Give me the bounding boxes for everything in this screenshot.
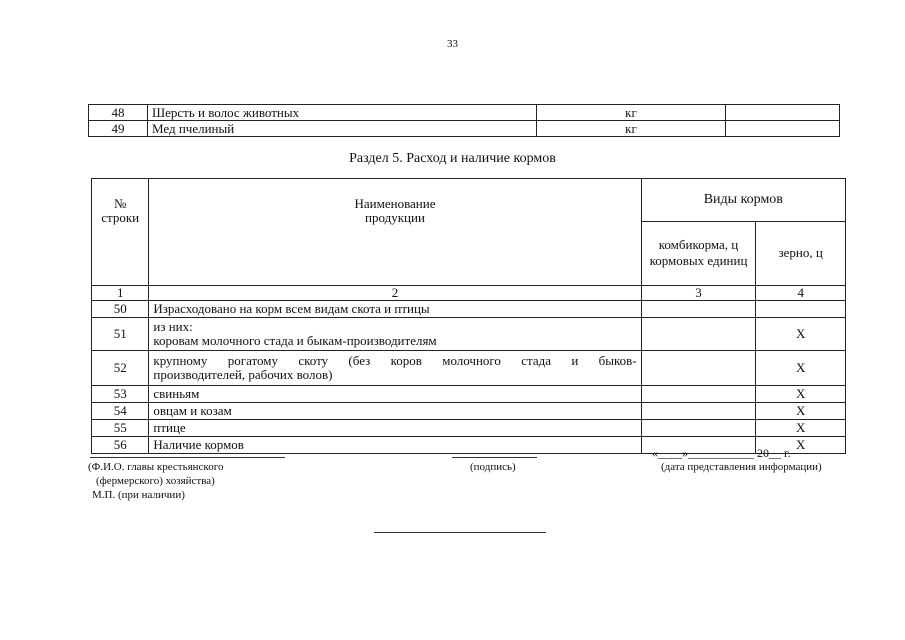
- row-col3: [641, 420, 756, 437]
- row-name: [149, 351, 641, 386]
- table-row: [92, 351, 846, 386]
- fio-underline: [90, 457, 285, 458]
- row-name: птице: [149, 420, 641, 437]
- header-num: № строки: [92, 179, 149, 286]
- row-col4: Х: [756, 403, 846, 420]
- stamp-note: М.П. (при наличии): [92, 489, 185, 501]
- row-col4: Х: [756, 351, 846, 386]
- row-col4: [756, 301, 846, 318]
- signature-caption: (подпись): [470, 461, 516, 473]
- top-table: [88, 104, 840, 137]
- date-line: «____»___________ 20__ г.: [652, 446, 791, 460]
- row-number: 56: [92, 437, 149, 454]
- colnum: 4: [756, 286, 846, 301]
- row-name: Мед пчелиный: [148, 121, 537, 137]
- row-name: овцам и козам: [149, 403, 641, 420]
- row-name-line: из них:: [153, 319, 193, 334]
- row-name: Шерсть и волос животных: [148, 105, 537, 121]
- row-number: 55: [92, 420, 149, 437]
- bottom-rule: [374, 532, 546, 533]
- row-name: [149, 318, 641, 351]
- row-unit: кг: [537, 105, 726, 121]
- row-number: 50: [92, 301, 149, 318]
- row-col3: [641, 386, 756, 403]
- page-number: 33: [447, 38, 458, 50]
- row-number: 52: [92, 351, 149, 386]
- table-row: [89, 105, 840, 121]
- colnum: 1: [92, 286, 149, 301]
- row-col3: [641, 351, 756, 386]
- header-row: [92, 179, 846, 222]
- header-col3: комбикорма, ц кормовых единиц: [641, 221, 756, 285]
- row-number: 53: [92, 386, 149, 403]
- table-row: [92, 420, 846, 437]
- fio-caption-line1: (Ф.И.О. главы крестьянского: [88, 461, 224, 473]
- row-number: 49: [89, 121, 148, 137]
- row-number: 48: [89, 105, 148, 121]
- row-col3: [641, 301, 756, 318]
- row-col3: [641, 403, 756, 420]
- feed-table: [91, 178, 846, 454]
- row-number: 54: [92, 403, 149, 420]
- table-row: [92, 386, 846, 403]
- colnum: 3: [641, 286, 756, 301]
- colnum-row: [92, 286, 846, 301]
- header-col4: зерно, ц: [756, 221, 846, 285]
- row-unit: кг: [537, 121, 726, 137]
- fio-caption-line2: (фермерского) хозяйства): [96, 475, 215, 487]
- table-row: [92, 301, 846, 318]
- row-name: Наличие кормов: [149, 437, 641, 454]
- row-col4: Х: [756, 437, 846, 454]
- row-col3: [641, 318, 756, 351]
- header-name: Наименование продукции: [149, 179, 641, 286]
- header-feed-types: Виды кормов: [641, 179, 845, 222]
- row-col4: Х: [756, 386, 846, 403]
- row-name-line: крупному рогатому скоту (без коров молочного стада и быков-: [153, 353, 637, 368]
- table-row: [92, 403, 846, 420]
- row-value: [726, 121, 840, 137]
- colnum: 2: [149, 286, 641, 301]
- date-caption: (дата представления информации): [661, 461, 822, 473]
- row-name: свиньям: [149, 386, 641, 403]
- row-value: [726, 105, 840, 121]
- row-number: 51: [92, 318, 149, 351]
- row-name: Израсходовано на корм всем видам скота и птицы: [149, 301, 641, 318]
- row-name-line: коровам молочного стада и быкам-производителям: [153, 333, 437, 348]
- row-col4: Х: [756, 420, 846, 437]
- table-row: [92, 318, 846, 351]
- signature-underline: [452, 457, 537, 458]
- row-name-line: производителей, рабочих волов): [153, 367, 333, 382]
- row-col4: Х: [756, 318, 846, 351]
- table-row: [89, 121, 840, 137]
- section-title: Раздел 5. Расход и наличие кормов: [349, 151, 556, 166]
